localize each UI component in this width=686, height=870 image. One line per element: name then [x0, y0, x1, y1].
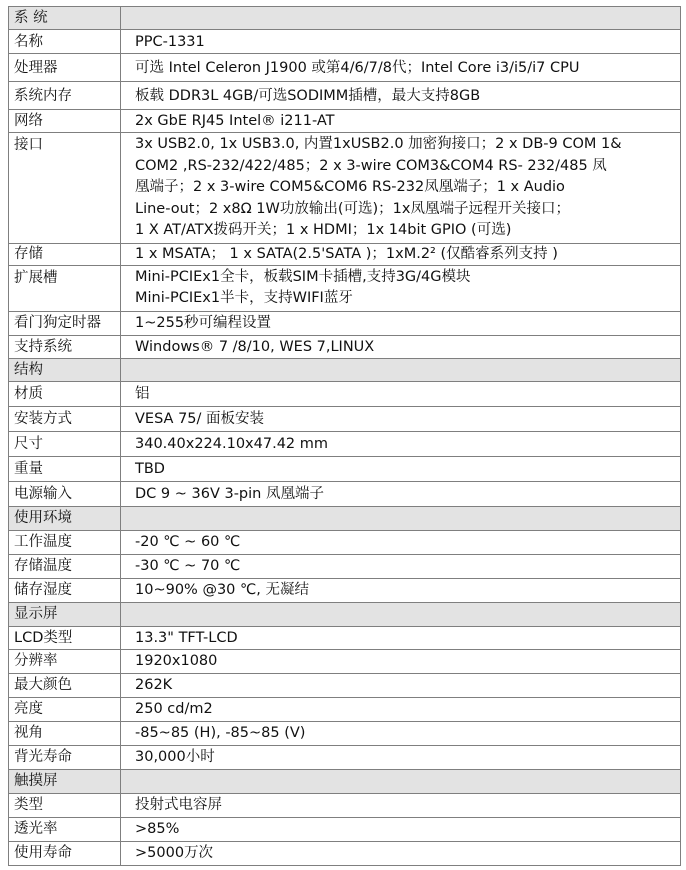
table-row: [9, 54, 681, 82]
row-value: 10~90% @30 ℃, 无凝结: [121, 578, 681, 602]
row-value: 投射式电容屏: [121, 793, 681, 817]
row-value: -30 ℃ ~ 70 ℃: [121, 554, 681, 578]
row-label: 背光寿命: [9, 745, 121, 769]
row-value: 2x GbE RJ45 Intel® i211-AT: [121, 110, 681, 133]
row-label: 接口: [9, 133, 121, 244]
table-row: [9, 456, 681, 481]
row-value: 340.40x224.10x47.42 mm: [121, 431, 681, 456]
table-row: [9, 431, 681, 456]
row-label: 视角: [9, 721, 121, 745]
row-value: 250 cd/m2: [121, 697, 681, 721]
table-row: [9, 406, 681, 431]
row-value: >5000万次: [121, 841, 681, 865]
row-label: 使用寿命: [9, 841, 121, 865]
row-label: 安装方式: [9, 406, 121, 431]
table-row: [9, 481, 681, 506]
section-row-structure: [9, 358, 681, 381]
row-label: 网络: [9, 110, 121, 133]
section-row-system: [9, 7, 681, 30]
table-row: [9, 265, 681, 311]
row-value: 1~255秒可编程设置: [121, 311, 681, 335]
row-label: 重量: [9, 456, 121, 481]
spec-table: [8, 6, 681, 866]
row-label: 存储温度: [9, 554, 121, 578]
row-value: 3x USB2.0, 1x USB3.0, 内置1xUSB2.0 加密狗接口；2 x DB-9 COM 1& COM2 ,RS-232/422/485；2 x 3-wire COM3&COM4 RS- 232/485 凤 凰端子；2 x 3-wire COM5&COM6 RS-232凤凰端子；1 x Audio Line-out；2 x8Ω 1W功放输出(可选)；1x凤凰端子远程开关接口； 1 X AT/ATX拨码开关；1 x HDMI；1x 14bit GPIO (可选): [121, 133, 681, 244]
row-value: TBD: [121, 456, 681, 481]
row-label: 名称: [9, 30, 121, 54]
row-value: 板载 DDR3L 4GB/可选SODIMM插槽，最大支持8GB: [121, 82, 681, 110]
row-value: Mini-PCIEx1全卡，板载SIM卡插槽,支持3G/4G模块 Mini-PCIEx1半卡，支持WIFI蓝牙: [121, 265, 681, 311]
row-label: 材质: [9, 381, 121, 406]
row-value: 铝: [121, 381, 681, 406]
table-row: [9, 817, 681, 841]
row-label: 储存湿度: [9, 578, 121, 602]
row-label: 最大颜色: [9, 673, 121, 697]
row-value: -20 ℃ ~ 60 ℃: [121, 530, 681, 554]
section-row-environment: [9, 506, 681, 530]
row-value: 可选 Intel Celeron J1900 或第4/6/7/8代；Intel Core i3/i5/i7 CPU: [121, 54, 681, 82]
table-row: [9, 721, 681, 745]
table-row: [9, 335, 681, 358]
section-title-system: 系 统: [9, 7, 121, 30]
row-label: 尺寸: [9, 431, 121, 456]
section-title-touch: 触摸屏: [9, 769, 121, 793]
table-row: [9, 626, 681, 649]
row-value: Windows® 7 /8/10, WES 7,LINUX: [121, 335, 681, 358]
table-row: [9, 745, 681, 769]
row-label: LCD类型: [9, 626, 121, 649]
table-row: [9, 30, 681, 54]
row-label: 支持系统: [9, 335, 121, 358]
row-label: 存储: [9, 243, 121, 265]
table-row: [9, 841, 681, 865]
row-value: VESA 75/ 面板安装: [121, 406, 681, 431]
row-label: 工作温度: [9, 530, 121, 554]
section-title-environment: 使用环境: [9, 506, 121, 530]
row-value: 13.3" TFT-LCD: [121, 626, 681, 649]
row-label: 类型: [9, 793, 121, 817]
section-row-touch: [9, 769, 681, 793]
table-row: [9, 793, 681, 817]
section-title-structure: 结构: [9, 358, 121, 381]
table-row: [9, 133, 681, 244]
section-row-display: [9, 602, 681, 626]
row-label: 电源输入: [9, 481, 121, 506]
row-value: >85%: [121, 817, 681, 841]
row-label: 扩展槽: [9, 265, 121, 311]
row-label: 透光率: [9, 817, 121, 841]
table-row: [9, 673, 681, 697]
table-row: [9, 554, 681, 578]
row-value: PPC-1331: [121, 30, 681, 54]
row-label: 分辨率: [9, 649, 121, 673]
row-value: 1920x1080: [121, 649, 681, 673]
row-value: 262K: [121, 673, 681, 697]
table-row: [9, 530, 681, 554]
table-row: [9, 578, 681, 602]
row-label: 亮度: [9, 697, 121, 721]
table-row: [9, 697, 681, 721]
table-row: [9, 82, 681, 110]
row-label: 看门狗定时器: [9, 311, 121, 335]
table-row: [9, 311, 681, 335]
table-row: [9, 649, 681, 673]
row-label: 处理器: [9, 54, 121, 82]
table-row: [9, 381, 681, 406]
section-title-display: 显示屏: [9, 602, 121, 626]
row-label: 系统内存: [9, 82, 121, 110]
row-value: 1 x MSATA； 1 x SATA(2.5'SATA )；1xM.2² (仅酷睿系列支持 ): [121, 243, 681, 265]
row-value: DC 9 ~ 36V 3-pin 凤凰端子: [121, 481, 681, 506]
row-value: 30,000小时: [121, 745, 681, 769]
table-row: [9, 243, 681, 265]
table-row: [9, 110, 681, 133]
row-value: -85~85 (H), -85~85 (V): [121, 721, 681, 745]
